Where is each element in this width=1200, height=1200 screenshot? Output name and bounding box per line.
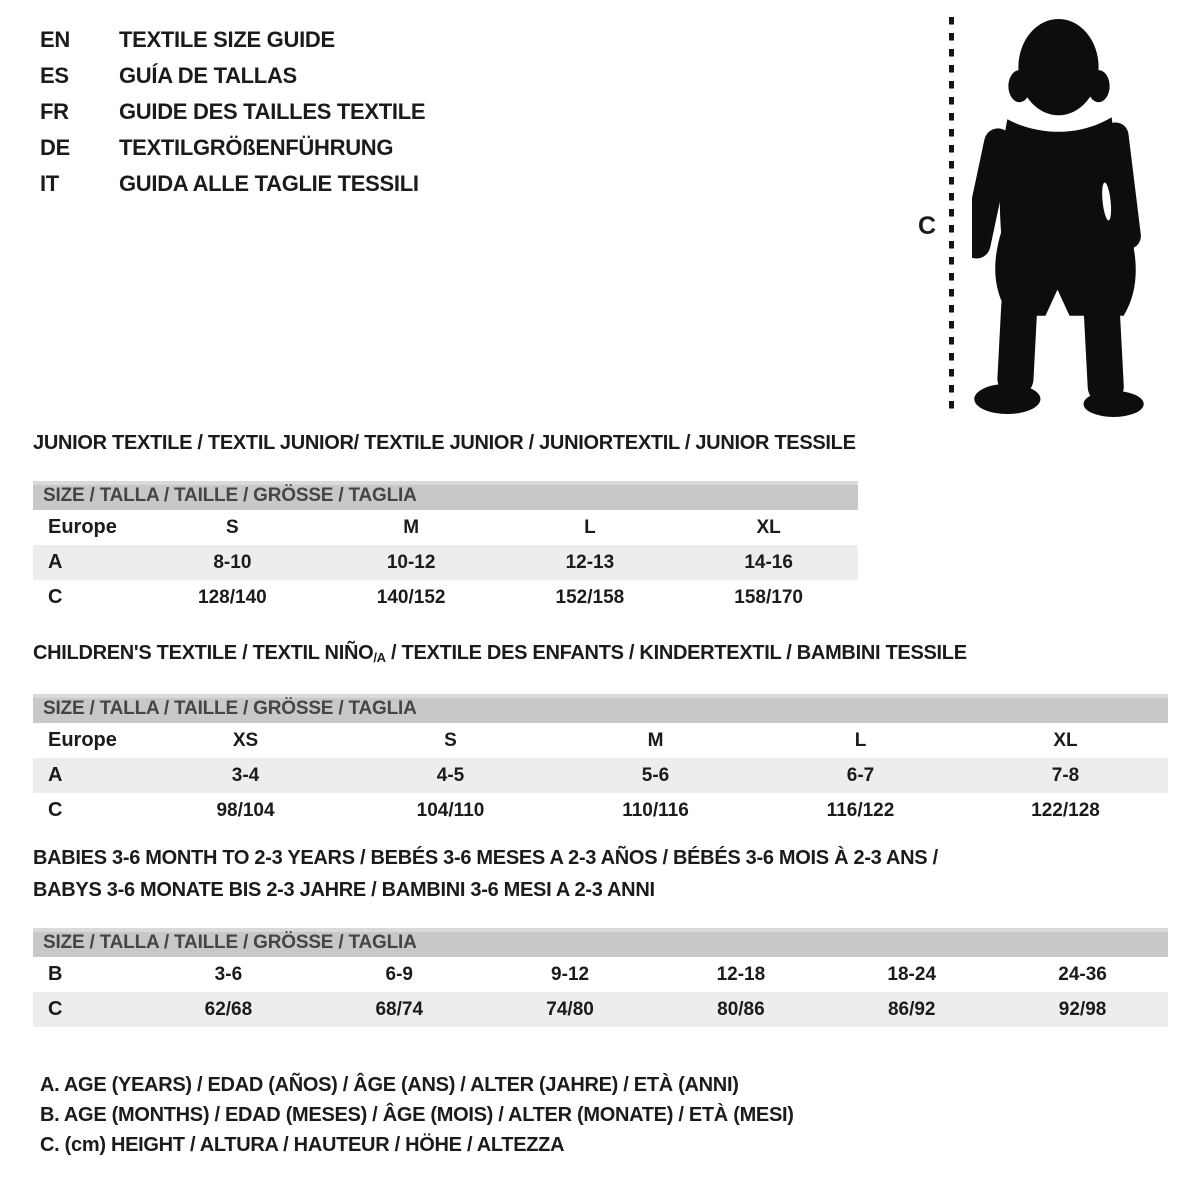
- language-row: [40, 136, 425, 159]
- height-measure-figure: [900, 12, 1190, 424]
- size-cell: 12-13: [565, 551, 615, 573]
- section-title-line1: BABIES 3-6 MONTH TO 2-3 YEARS / BEBÉS 3-6 MESES A 2-3 AÑOS / BÉBÉS 3-6 MOIS À 2-3 ANS /: [33, 847, 938, 869]
- measure-legend: [40, 1074, 794, 1164]
- size-cell: 18-24: [887, 963, 937, 985]
- language-title: TEXTILGRÖßENFÜHRUNG: [119, 135, 394, 160]
- size-cell: L: [584, 516, 596, 538]
- language-title: GUÍA DE TALLAS: [119, 63, 297, 88]
- language-row: [40, 64, 425, 87]
- table-row: [33, 758, 1168, 793]
- size-cell: 14-16: [744, 551, 793, 573]
- row-label: C: [48, 998, 63, 1020]
- size-table-header: [33, 694, 1168, 723]
- size-cell: 12-18: [716, 963, 766, 985]
- section-title: [33, 640, 1168, 671]
- size-cell: 86/92: [887, 998, 936, 1020]
- row-label: B: [48, 963, 63, 985]
- language-code: DE: [40, 135, 70, 160]
- row-label: Europe: [48, 729, 117, 751]
- size-cell: 116/122: [826, 799, 895, 821]
- size-cell: XS: [232, 729, 259, 751]
- language-row: [40, 172, 425, 195]
- junior-textile-section: [33, 430, 858, 615]
- size-cell: 3-6: [214, 963, 243, 985]
- language-code: EN: [40, 27, 70, 52]
- size-cell: 98/104: [216, 799, 275, 821]
- size-cell: 128/140: [198, 586, 267, 608]
- size-table-header-label: SIZE / TALLA / TAILLE / GRÖSSE / TAGLIA: [43, 484, 417, 506]
- table-row: [33, 723, 1168, 758]
- section-title: JUNIOR TEXTILE / TEXTIL JUNIOR/ TEXTILE JUNIOR / JUNIORTEXTIL / JUNIOR TESSILE: [33, 432, 856, 454]
- size-cell: 140/152: [376, 586, 446, 608]
- row-label: C: [48, 586, 63, 608]
- size-table-header-label: SIZE / TALLA / TAILLE / GRÖSSE / TAGLIA: [43, 697, 417, 719]
- size-cell: 6-7: [846, 764, 875, 786]
- size-table-header-label: SIZE / TALLA / TAILLE / GRÖSSE / TAGLIA: [43, 931, 417, 953]
- size-cell: 6-9: [385, 963, 413, 985]
- legend-line-c: C. (cm) HEIGHT / ALTURA / HAUTEUR / HÖHE / ALTEZZA: [40, 1134, 565, 1156]
- row-label: A: [48, 764, 63, 786]
- table-row: [33, 957, 1168, 992]
- table-row: [33, 510, 858, 545]
- language-row: [40, 100, 425, 123]
- children-textile-section: [33, 640, 1168, 828]
- toddler-silhouette-icon: [972, 19, 1152, 417]
- section-title-subscript: /A: [373, 650, 386, 665]
- language-title: GUIDE DES TAILLES TEXTILE: [119, 99, 426, 124]
- section-title-pre: CHILDREN'S TEXTILE / TEXTIL NIÑO: [33, 642, 374, 664]
- size-cell: 62/68: [204, 998, 253, 1020]
- row-label: Europe: [48, 516, 117, 538]
- size-cell: 68/74: [375, 998, 424, 1020]
- height-measure-label: C: [918, 212, 937, 240]
- language-code: FR: [40, 99, 69, 124]
- size-table-header: [33, 928, 1168, 957]
- language-code: IT: [40, 171, 59, 196]
- babies-textile-section: [33, 845, 1168, 1027]
- language-title-block: [40, 28, 425, 208]
- language-code: ES: [40, 63, 69, 88]
- table-row: [33, 793, 1168, 828]
- language-title: GUIDA ALLE TAGLIE TESSILI: [119, 171, 419, 196]
- table-row: [33, 580, 858, 615]
- row-label: C: [48, 799, 63, 821]
- size-cell: XL: [756, 516, 781, 538]
- size-cell: 10-12: [386, 551, 436, 573]
- size-cell: 152/158: [555, 586, 625, 608]
- table-row: [33, 545, 858, 580]
- legend-line-a: A. AGE (YEARS) / EDAD (AÑOS) / ÂGE (ANS) / ALTER (JAHRE) / ETÀ (ANNI): [40, 1074, 739, 1096]
- size-cell: 92/98: [1058, 998, 1107, 1020]
- section-title-line2: BABYS 3-6 MONATE BIS 2-3 JAHRE / BAMBINI 3-6 MESI A 2-3 ANNI: [33, 879, 655, 901]
- size-cell: M: [647, 729, 664, 751]
- size-cell: 104/110: [416, 799, 485, 821]
- size-table-header: [33, 481, 858, 510]
- size-cell: 24-36: [1058, 963, 1107, 985]
- size-cell: 8-10: [213, 551, 252, 573]
- size-cell: S: [444, 729, 457, 751]
- size-cell: 7-8: [1051, 764, 1080, 786]
- size-cell: 122/128: [1031, 799, 1100, 821]
- size-cell: 80/86: [717, 998, 765, 1020]
- size-cell: 158/170: [734, 586, 803, 608]
- row-label: A: [48, 551, 63, 573]
- height-dashed-line-icon: [947, 17, 956, 417]
- section-title-post: / TEXTILE DES ENFANTS / KINDERTEXTIL / BAMBINI TESSILE: [385, 642, 967, 664]
- table-row: [33, 992, 1168, 1027]
- size-cell: 110/116: [622, 799, 689, 821]
- size-cell: L: [854, 729, 867, 751]
- size-cell: 4-5: [436, 764, 465, 786]
- size-cell: 9-12: [551, 963, 590, 985]
- size-cell: 74/80: [546, 998, 594, 1020]
- legend-line-b: B. AGE (MONTHS) / EDAD (MESES) / ÂGE (MOIS) / ALTER (MONATE) / ETÀ (MESI): [40, 1104, 794, 1126]
- language-title: TEXTILE SIZE GUIDE: [119, 27, 335, 52]
- size-cell: 3-4: [231, 764, 260, 786]
- size-cell: M: [403, 516, 420, 538]
- size-cell: XL: [1053, 729, 1078, 751]
- size-cell: 5-6: [641, 764, 670, 786]
- language-row: [40, 28, 425, 51]
- size-cell: S: [226, 516, 239, 538]
